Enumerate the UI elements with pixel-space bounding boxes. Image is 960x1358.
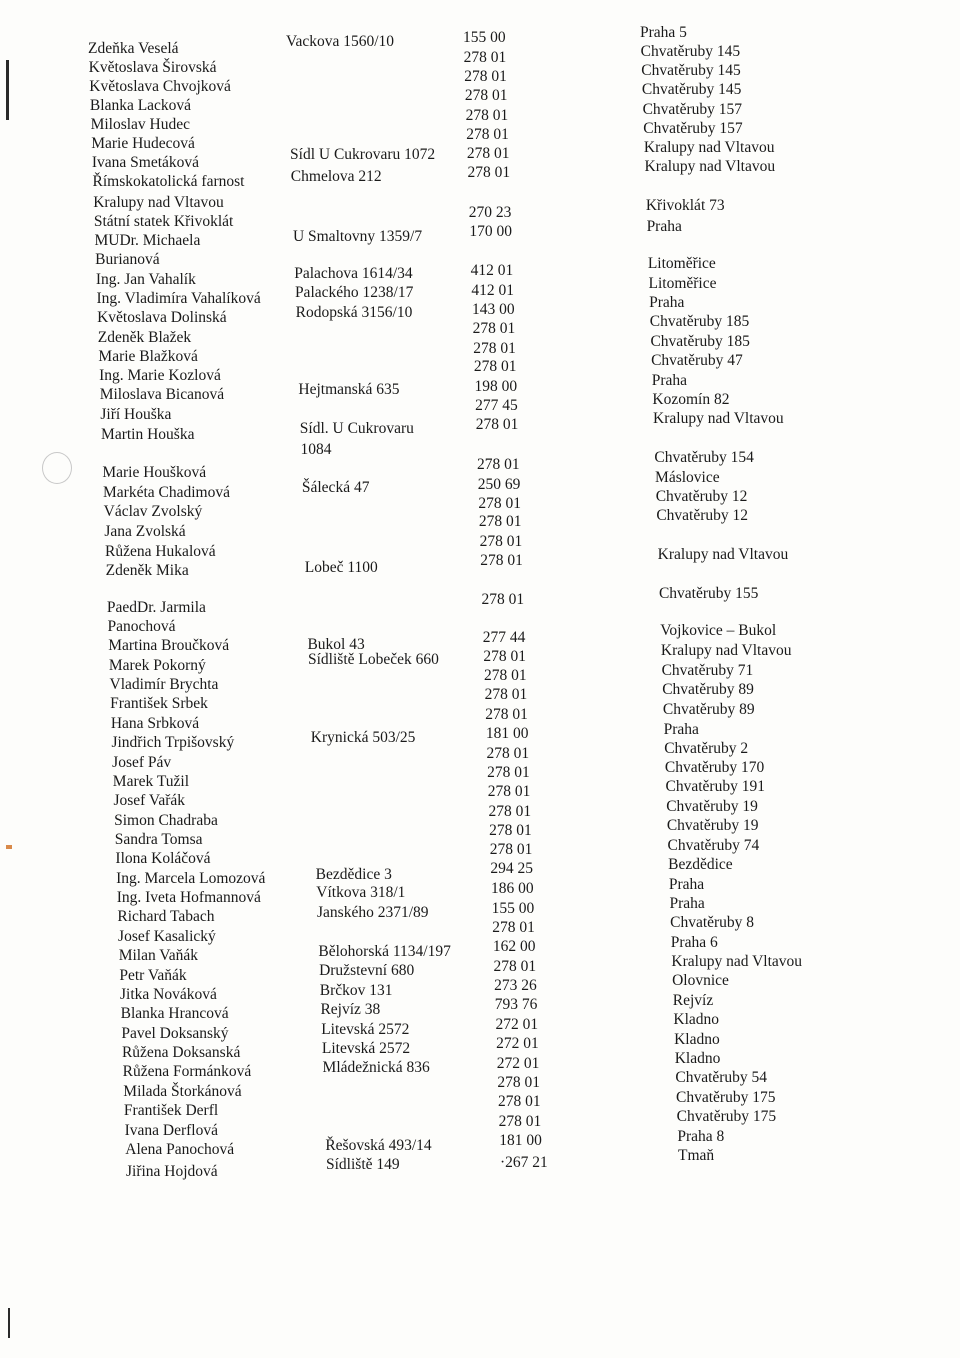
city-name: Chvatěruby 89 bbox=[662, 701, 755, 718]
ink-mark bbox=[6, 845, 12, 849]
person-name: Josef Vařák bbox=[113, 792, 186, 809]
postal-code: 278 01 bbox=[477, 456, 520, 473]
postal-code: ·267 21 bbox=[500, 1154, 548, 1171]
person-name: Ing. Jan Vahalík bbox=[95, 271, 196, 288]
city-name: Olovnice bbox=[672, 972, 729, 989]
person-name: Růžena Hukalová bbox=[105, 543, 216, 560]
person-name: Milan Vaňák bbox=[118, 947, 199, 964]
person-name: Květoslava Chvojková bbox=[89, 78, 231, 95]
city-name: Kladno bbox=[673, 1011, 720, 1028]
city-name: Kladno bbox=[674, 1031, 720, 1048]
city-name: Chvatěruby 145 bbox=[641, 62, 741, 79]
person-name: Sandra Tomsa bbox=[114, 831, 203, 848]
street-address: Rejvíz 38 bbox=[320, 1001, 381, 1018]
street-address: Sídliště Lobeček 660 bbox=[308, 651, 439, 668]
city-name: Chvatěruby 185 bbox=[649, 313, 750, 330]
street-address: Krynická 503/25 bbox=[310, 729, 416, 746]
street-address: Litevská 2572 bbox=[321, 1040, 411, 1057]
street-address: 1084 bbox=[300, 441, 332, 458]
postal-code: 278 01 bbox=[486, 745, 530, 762]
city-name: Chvatěruby 154 bbox=[654, 449, 754, 466]
person-name: Zdeňka Veselá bbox=[88, 40, 179, 57]
postal-code: 278 01 bbox=[472, 320, 516, 337]
person-name: Jindřich Trpišovský bbox=[111, 734, 235, 751]
city-name: Kralupy nad Vltavou bbox=[660, 642, 792, 659]
street-address: Hejtmanská 635 bbox=[298, 381, 400, 398]
person-name: Jiřina Hojdová bbox=[126, 1163, 218, 1180]
postal-code: 278 01 bbox=[481, 591, 525, 608]
postal-code: 412 01 bbox=[471, 282, 514, 299]
city-name: Praha bbox=[663, 721, 699, 738]
city-name: Chvatěruby 157 bbox=[643, 120, 743, 137]
postal-code: 278 01 bbox=[478, 495, 521, 512]
postal-code: 278 01 bbox=[465, 107, 509, 124]
street-address: Palackého 1238/17 bbox=[294, 284, 414, 301]
postal-code: 278 01 bbox=[473, 358, 517, 375]
city-name: Litoměřice bbox=[647, 255, 716, 272]
city-name: Praha bbox=[646, 218, 682, 235]
person-name: Marek Pokorný bbox=[108, 657, 206, 674]
person-name: Hana Srbková bbox=[110, 715, 200, 732]
city-name: Chvatěruby 170 bbox=[664, 759, 765, 776]
city-name: Bezdědice bbox=[668, 856, 733, 873]
person-name: Vladimír Brychta bbox=[109, 676, 219, 693]
person-name: PaedDr. Jarmila bbox=[106, 599, 206, 616]
person-name: Růžena Formánková bbox=[122, 1063, 252, 1080]
city-name: Chvatěruby 54 bbox=[675, 1069, 768, 1086]
postal-code: 278 01 bbox=[466, 145, 510, 162]
postal-code: 278 01 bbox=[497, 1093, 541, 1110]
person-name: Zdeněk Blažek bbox=[97, 329, 192, 346]
city-name: Chvatěruby 71 bbox=[661, 662, 754, 679]
city-name: Chvatěruby 175 bbox=[676, 1108, 777, 1125]
person-name: Panochová bbox=[107, 618, 176, 635]
street-address: Brčkov 131 bbox=[319, 982, 393, 999]
city-name: Chvatěruby 74 bbox=[667, 837, 760, 854]
person-name: Pavel Doksanský bbox=[121, 1025, 229, 1042]
postal-code: 278 01 bbox=[489, 822, 532, 839]
postal-code: 278 01 bbox=[493, 958, 537, 975]
person-name: František Derfl bbox=[123, 1102, 219, 1119]
city-name: Praha bbox=[649, 294, 685, 311]
city-name: Křivoklát 73 bbox=[645, 197, 725, 214]
postal-code: 278 01 bbox=[487, 764, 530, 781]
street-address: Sídl U Cukrovaru 1072 bbox=[290, 146, 436, 163]
city-name: Tmaň bbox=[678, 1147, 715, 1164]
postal-code: 273 26 bbox=[494, 977, 537, 994]
postal-code: 278 01 bbox=[479, 533, 523, 550]
city-name: Praha bbox=[669, 895, 705, 912]
postal-code: 155 00 bbox=[491, 900, 535, 917]
postal-code: 155 00 bbox=[463, 29, 506, 46]
postal-code: 250 69 bbox=[477, 476, 521, 493]
street-address: Chmelova 212 bbox=[290, 168, 382, 185]
person-name: Václav Zvolský bbox=[103, 503, 203, 520]
person-name: MUDr. Michaela bbox=[94, 232, 201, 249]
postal-code: 412 01 bbox=[470, 262, 514, 279]
person-name: Ivana Derflová bbox=[124, 1122, 218, 1139]
person-name: Ilona Koláčová bbox=[115, 850, 211, 867]
city-name: Chvatěruby 145 bbox=[640, 43, 741, 60]
person-name: Marie Hudecová bbox=[91, 135, 195, 152]
person-name: Markéta Chadimová bbox=[103, 484, 230, 501]
postal-code: 277 45 bbox=[475, 397, 518, 414]
street-address: Bělohorská 1134/197 bbox=[318, 943, 451, 960]
street-address: Janského 2371/89 bbox=[317, 904, 429, 921]
postal-code: 270 23 bbox=[468, 204, 512, 221]
person-name: Římskokatolická farnost bbox=[92, 173, 245, 190]
city-name: Chvatěruby 12 bbox=[656, 507, 749, 524]
city-name: Chvatěruby 175 bbox=[676, 1089, 776, 1106]
postal-code: 278 01 bbox=[497, 1074, 540, 1091]
city-name: Chvatěruby 12 bbox=[655, 488, 748, 505]
postal-code: 278 01 bbox=[466, 126, 509, 143]
person-name: Blanka Lacková bbox=[89, 97, 192, 114]
person-name: Státní statek Křivoklát bbox=[93, 213, 234, 230]
street-address: Družstevní 680 bbox=[319, 962, 415, 979]
person-name: Ing. Marcela Lomozová bbox=[116, 870, 266, 887]
city-name: Kralupy nad Vltavou bbox=[644, 158, 776, 175]
postal-code: 278 01 bbox=[489, 841, 533, 858]
city-name: Kladno bbox=[674, 1050, 721, 1067]
city-name: Chvatěruby 185 bbox=[650, 333, 750, 350]
postal-code: 278 01 bbox=[483, 667, 527, 684]
street-address: Rodopská 3156/10 bbox=[295, 304, 413, 321]
person-name: Miloslav Hudec bbox=[90, 116, 191, 133]
city-name: Chvatěruby 89 bbox=[662, 681, 754, 698]
city-name: Máslovice bbox=[655, 469, 720, 486]
city-name: Praha bbox=[651, 372, 688, 389]
street-address: Vítkova 318/1 bbox=[316, 884, 406, 901]
person-name: Marie Houšková bbox=[102, 464, 207, 481]
postal-code: 278 01 bbox=[485, 706, 528, 723]
scan-edge-mark bbox=[8, 1308, 10, 1338]
postal-code: 278 01 bbox=[473, 340, 516, 357]
person-name: Ing. Iveta Hofmannová bbox=[116, 889, 261, 906]
street-address: Vackova 1560/10 bbox=[286, 33, 395, 50]
street-address: Sídl. U Cukrovaru bbox=[299, 420, 414, 437]
person-name: Marie Blažková bbox=[98, 348, 198, 365]
city-name: Litoměřice bbox=[648, 275, 717, 292]
person-name: Miloslava Bicanová bbox=[99, 386, 225, 403]
street-address: U Smaltovny 1359/7 bbox=[292, 228, 423, 245]
person-name: Květoslava Dolinská bbox=[97, 309, 227, 326]
person-name: Jiří Houška bbox=[100, 406, 172, 423]
postal-code: 181 00 bbox=[499, 1132, 542, 1149]
street-address: Šálecká 47 bbox=[301, 479, 370, 496]
street-address: Bukol 43 bbox=[307, 636, 365, 653]
street-address: Sídliště 149 bbox=[326, 1156, 400, 1173]
street-address: Litevská 2572 bbox=[321, 1021, 410, 1038]
person-name: Richard Tabach bbox=[117, 908, 215, 925]
postal-code: 162 00 bbox=[492, 938, 536, 955]
street-address: Palachova 1614/34 bbox=[294, 265, 413, 282]
person-name: Martin Houška bbox=[101, 426, 195, 443]
person-name: Jana Zvolská bbox=[104, 523, 186, 540]
city-name: Kralupy nad Vltavou bbox=[653, 410, 784, 427]
person-name: Květoslava Širovská bbox=[88, 59, 217, 76]
postal-code: 186 00 bbox=[490, 880, 534, 897]
person-name: Kralupy nad Vltavou bbox=[93, 194, 224, 211]
postal-code: 278 01 bbox=[463, 49, 507, 66]
person-name: Petr Vaňák bbox=[119, 967, 187, 984]
postal-code: 278 01 bbox=[488, 803, 532, 820]
person-name: František Srbek bbox=[110, 695, 208, 712]
postal-code: 272 01 bbox=[496, 1035, 539, 1052]
person-name: Růžena Doksanská bbox=[121, 1044, 241, 1061]
city-name: Kralupy nad Vltavou bbox=[643, 139, 775, 156]
postal-code: 277 44 bbox=[482, 629, 526, 646]
person-name: Jitka Nováková bbox=[120, 986, 217, 1003]
city-name: Praha bbox=[668, 876, 705, 893]
city-name: Chvatěruby 19 bbox=[666, 798, 758, 815]
person-name: Milada Štorkánová bbox=[123, 1083, 242, 1100]
person-name: Blanka Hrancová bbox=[120, 1005, 229, 1022]
postal-code: 278 01 bbox=[464, 68, 507, 85]
city-name: Chvatěruby 191 bbox=[665, 778, 765, 795]
city-name: Vojkovice – Bukol bbox=[660, 622, 777, 639]
city-name: Chvatěruby 19 bbox=[666, 817, 759, 834]
person-name: Ivana Smetáková bbox=[91, 154, 200, 171]
city-name: Praha 6 bbox=[670, 934, 718, 951]
postal-code: 278 01 bbox=[478, 513, 522, 530]
postal-code: 278 01 bbox=[464, 87, 508, 104]
city-name: Rejvíz bbox=[672, 992, 714, 1009]
person-name: Zdeněk Mika bbox=[105, 562, 189, 579]
postal-code: 278 01 bbox=[475, 416, 519, 433]
city-name: Kralupy nad Vltavou bbox=[671, 953, 802, 970]
person-name: Marek Tužil bbox=[112, 773, 190, 790]
city-name: Chvatěruby 47 bbox=[651, 352, 743, 369]
postal-code: 278 01 bbox=[484, 686, 528, 703]
postal-code: 278 01 bbox=[480, 552, 523, 569]
street-address: Bezdědice 3 bbox=[315, 866, 392, 883]
postal-code: 278 01 bbox=[467, 164, 511, 181]
street-address: Lobeč 1100 bbox=[304, 559, 378, 576]
person-name: Burianová bbox=[95, 251, 160, 268]
person-name: Ing. Marie Kozlová bbox=[99, 367, 221, 384]
postal-code: 181 00 bbox=[485, 725, 529, 742]
city-name: Praha 5 bbox=[640, 24, 687, 41]
city-name: Chvatěruby 2 bbox=[664, 740, 749, 757]
city-name: Chvatěruby 145 bbox=[641, 81, 742, 98]
city-name: Kozomín 82 bbox=[652, 391, 730, 408]
city-name: Kralupy nad Vltavou bbox=[657, 546, 789, 563]
postal-code: 294 25 bbox=[490, 860, 533, 877]
person-name: Martina Broučková bbox=[108, 637, 230, 654]
city-name: Chvatěruby 157 bbox=[642, 101, 743, 118]
postal-code: 198 00 bbox=[474, 378, 518, 395]
postal-code: 170 00 bbox=[469, 223, 512, 240]
postal-code: 278 01 bbox=[483, 648, 526, 665]
postal-code: 278 01 bbox=[492, 919, 535, 936]
person-name: Josef Páv bbox=[112, 754, 172, 771]
punch-hole bbox=[42, 452, 72, 484]
city-name: Chvatěruby 8 bbox=[670, 914, 755, 931]
postal-code: 272 01 bbox=[496, 1055, 540, 1072]
postal-code: 793 76 bbox=[494, 996, 538, 1013]
scan-edge-mark bbox=[6, 60, 9, 120]
city-name: Praha 8 bbox=[677, 1128, 725, 1145]
person-name: Simon Chadraba bbox=[114, 812, 218, 829]
postal-code: 278 01 bbox=[487, 783, 531, 800]
postal-code: 143 00 bbox=[471, 301, 515, 318]
street-address: Mládežnická 836 bbox=[322, 1059, 430, 1076]
postal-code: 272 01 bbox=[495, 1016, 539, 1033]
person-name: Alena Panochová bbox=[125, 1141, 235, 1158]
street-address: Řešovská 493/14 bbox=[325, 1137, 432, 1154]
person-name: Josef Kasalický bbox=[118, 928, 216, 945]
city-name: Chvatěruby 155 bbox=[658, 585, 759, 602]
postal-code: 278 01 bbox=[498, 1113, 542, 1130]
person-name: Ing. Vladimíra Vahalíková bbox=[96, 290, 261, 307]
